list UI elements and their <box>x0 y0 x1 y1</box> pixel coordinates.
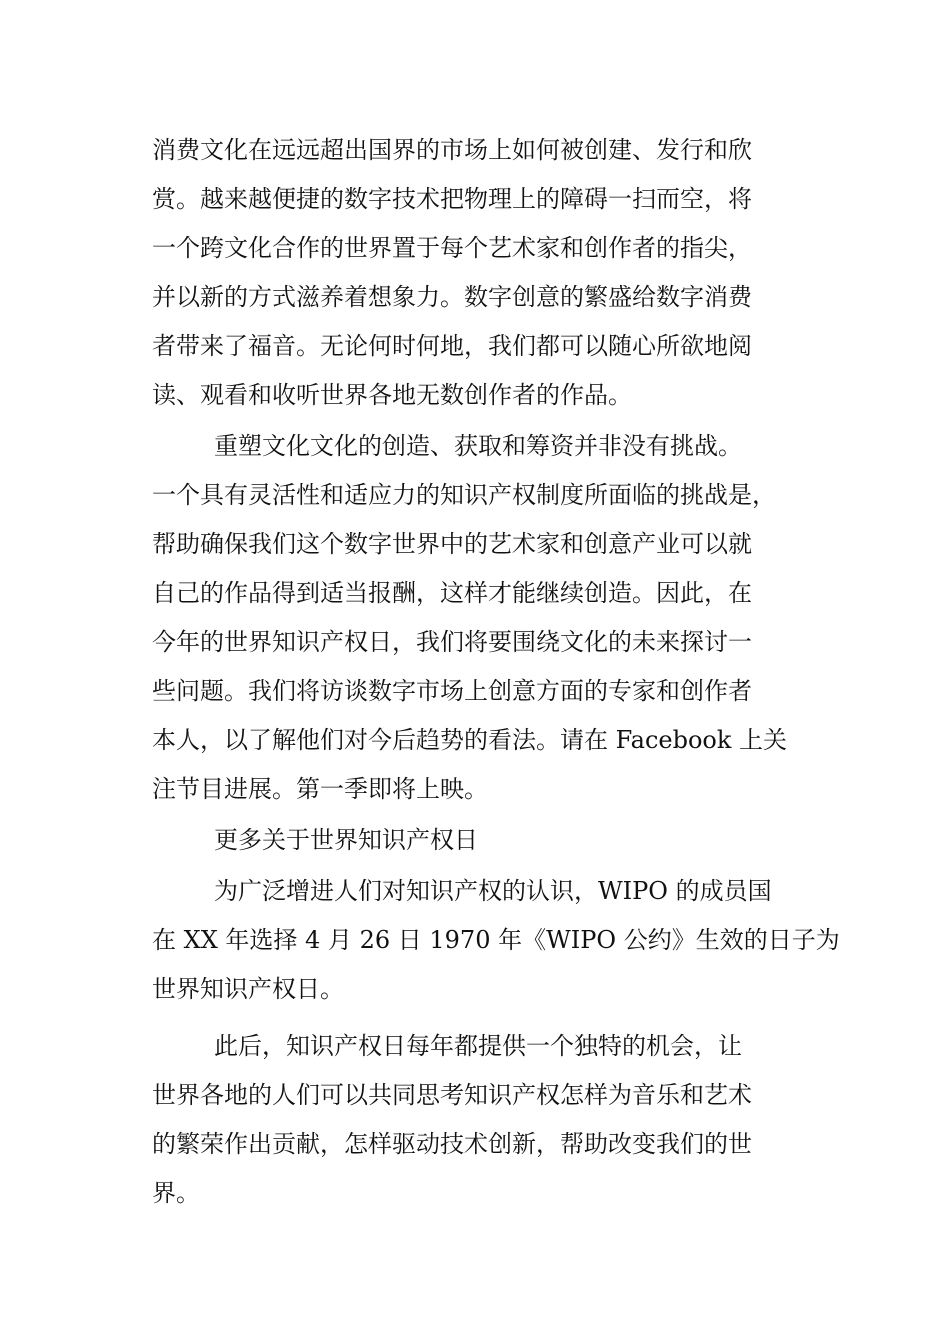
text-line: 自己的作品得到适当报酬，这样才能继续创造。因此，在 <box>152 579 752 607</box>
text-line: 今年的世界知识产权日，我们将要围绕文化的未来探讨一 <box>152 628 752 656</box>
paragraph-first-line: 重塑文化文化的创造、获取和筹资并非没有挑战。 <box>214 432 742 460</box>
text-line: 赏。越来越便捷的数字技术把物理上的障碍一扫而空，将 <box>152 185 752 213</box>
text-line: 界。 <box>152 1179 200 1207</box>
text-line: 些问题。我们将访谈数字市场上创意方面的专家和创作者 <box>152 677 752 705</box>
text-line: 在 XX 年选择 4 月 26 日 1970 年《WIPO 公约》生效的日子为 <box>152 926 840 954</box>
text-line: 读、观看和收听世界各地无数创作者的作品。 <box>152 381 632 409</box>
text-line: 者带来了福音。无论何时何地，我们都可以随心所欲地阅 <box>152 332 752 360</box>
section-heading: 更多关于世界知识产权日 <box>214 826 478 854</box>
text-line: 一个跨文化合作的世界置于每个艺术家和创作者的指尖， <box>152 234 752 262</box>
paragraph-first-line: 为广泛增进人们对知识产权的认识，WIPO 的成员国 <box>214 877 772 905</box>
text-line: 世界各地的人们可以共同思考知识产权怎样为音乐和艺术 <box>152 1081 752 1109</box>
paragraph-first-line: 此后，知识产权日每年都提供一个独特的机会，让 <box>214 1032 742 1060</box>
text-line: 注节目进展。第一季即将上映。 <box>152 775 488 803</box>
text-line: 的繁荣作出贡献，怎样驱动技术创新，帮助改变我们的世 <box>152 1130 752 1158</box>
text-line: 本人，以了解他们对今后趋势的看法。请在 Facebook 上关 <box>152 726 788 754</box>
text-line: 一个具有灵活性和适应力的知识产权制度所面临的挑战是， <box>152 481 776 509</box>
text-line: 并以新的方式滋养着想象力。数字创意的繁盛给数字消费 <box>152 283 752 311</box>
text-line: 消费文化在远远超出国界的市场上如何被创建、发行和欣 <box>152 136 752 164</box>
text-line: 世界知识产权日。 <box>152 975 344 1003</box>
text-line: 帮助确保我们这个数字世界中的艺术家和创意产业可以就 <box>152 530 752 558</box>
